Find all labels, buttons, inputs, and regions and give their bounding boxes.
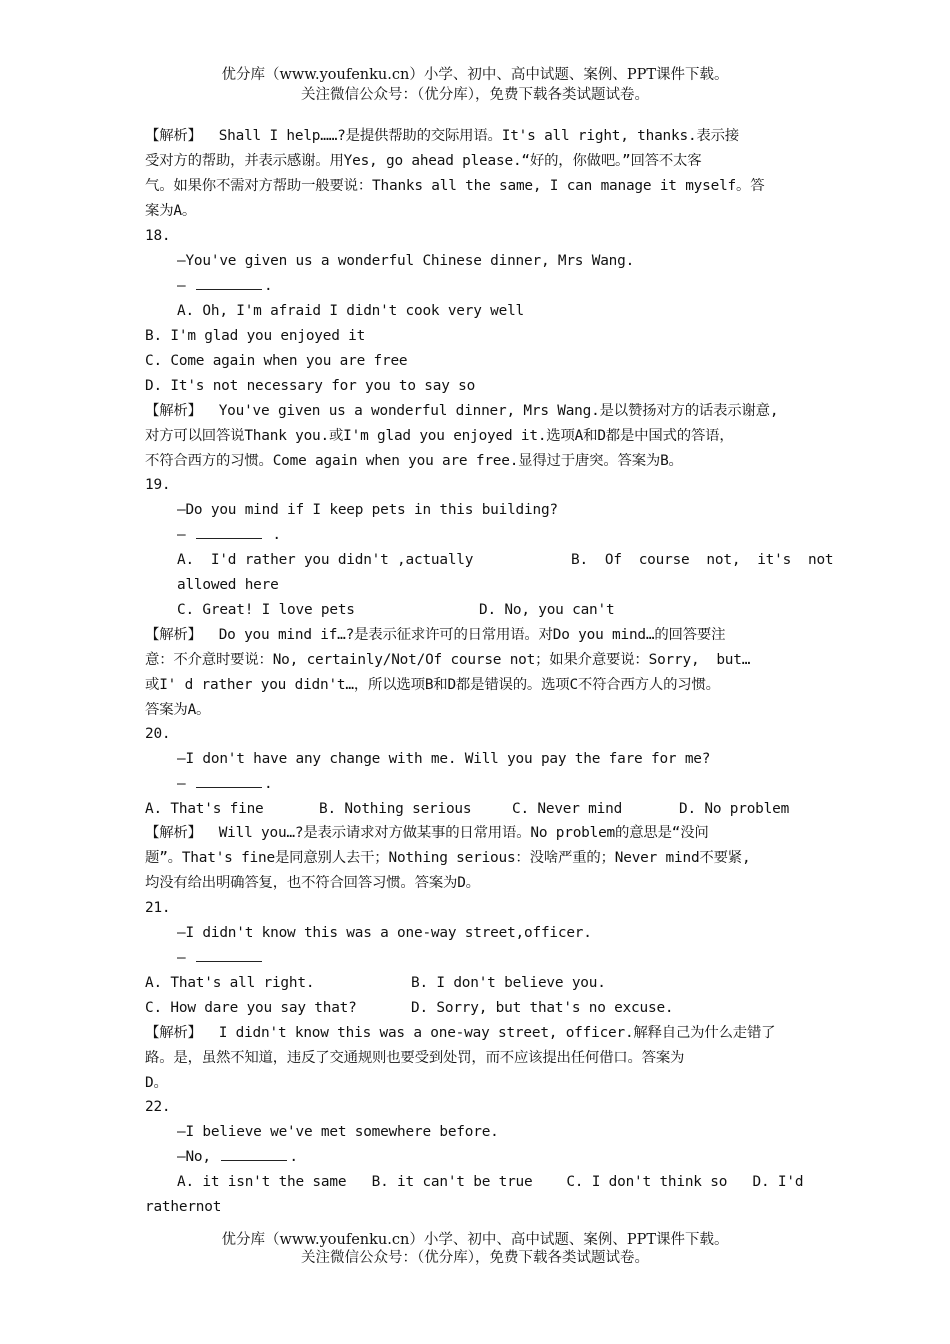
q21-answer-blank[interactable] (196, 947, 262, 962)
q19-prompt: —Do you mind if I keep pets in this building? (177, 502, 558, 518)
q21-reply-prefix: — (177, 950, 194, 966)
q22-reply-suffix: . (289, 1149, 298, 1165)
q18-answer-blank[interactable] (196, 275, 262, 290)
q21-analysis-line: 路。是，虽然不知道，违反了交通规则也要受到处罚，而不应该提出任何借口。答案为 (145, 1050, 685, 1066)
q22-number: 22. (145, 1099, 171, 1115)
q22-prompt: —I believe we've met somewhere before. (177, 1124, 499, 1140)
q18-option-b: B. I'm glad you enjoyed it (145, 328, 366, 344)
q19-reply-suffix: . (263, 527, 281, 543)
q21-option-d: D. Sorry, but that's no excuse. (411, 1000, 674, 1016)
q22-reply (177, 1145, 817, 1170)
q20-reply-suffix: . (263, 776, 273, 792)
q20-answer-blank[interactable] (196, 773, 262, 788)
q20-option-d: D. No problem (679, 801, 790, 817)
q22-answer-blank[interactable] (221, 1146, 287, 1161)
page-header-line1: 优分库（www.youfenku.cn）小学、初中、高中试题、案例、PPT课件下载。 (221, 67, 729, 83)
q17-analysis-line: 气。如果你不需对方帮助一般要说：Thanks all the same, I can manage it myself。答 (145, 178, 765, 194)
q17-analysis-line: 【解析】 Shall I help……?是提供帮助的交际用语。It's all right, thanks.表示接 (145, 128, 739, 144)
page-footer-line2: 关注微信公众号：（优分库），免费下载各类试题试卷。 (301, 1250, 649, 1266)
q19-option-b-cont: allowed here (177, 577, 279, 593)
q18-prompt: —You've given us a wonderful Chinese dinner, Mrs Wang. (177, 253, 635, 269)
q19-analysis-line: 答案为A。 (145, 702, 211, 718)
q22-options-cont: rathernot (145, 1199, 222, 1215)
q18-number: 18. (145, 228, 171, 244)
q21-prompt: —I didn't know this was a one-way street,officer. (177, 925, 592, 941)
q19-option-b: B. Of course not, it's not (571, 552, 834, 568)
q21-option-c: C. How dare you say that? (145, 1000, 357, 1016)
page-header-line2: 关注微信公众号：（优分库），免费下载各类试题试卷。 (301, 87, 649, 103)
q19-answer-blank[interactable] (196, 524, 262, 539)
q20-option-b: B. Nothing serious (319, 801, 472, 817)
q17-analysis-line: 受对方的帮助，并表示感谢。用Yes, go ahead please.“好的，你做吧。”回答不太客 (145, 153, 702, 169)
q20-number: 20. (145, 726, 171, 742)
q18-option-d: D. It's not necessary for you to say so (145, 378, 476, 394)
q19-option-a: A. I'd rather you didn't ,actually (177, 552, 474, 568)
q20-reply-prefix: — (177, 776, 194, 792)
q19-analysis-line: 意：不介意时要说：No, certainly/Not/Of course not；如果介意要说：Sorry, but… (145, 652, 751, 668)
q22-reply-prefix: —No, (177, 1149, 220, 1165)
q18-reply (177, 274, 817, 299)
q20-reply (177, 772, 817, 797)
q19-option-d: D. No, you can't (479, 602, 615, 618)
q18-analysis-line: 【解析】 You've given us a wonderful dinner, Mrs Wang.是以赞扬对方的话表示谢意, (145, 403, 779, 419)
q21-option-b: B. I don't believe you. (411, 975, 606, 991)
q20-analysis-line: 【解析】 Will you…?是表示请求对方做某事的日常用语。No problem的意思是“没问 (145, 825, 709, 841)
q19-number: 19. (145, 477, 171, 493)
q19-reply-prefix: — (177, 527, 194, 543)
q21-analysis-line: D。 (145, 1075, 168, 1091)
q21-analysis-line: 【解析】 I didn't know this was a one-way street, officer.解释自己为什么走错了 (145, 1025, 776, 1041)
q21-option-a: A. That's all right. (145, 975, 315, 991)
q20-prompt: —I don't have any change with me. Will you pay the fare for me? (177, 751, 711, 767)
q18-reply-prefix: — (177, 278, 194, 294)
q18-option-a: A. Oh, I'm afraid I didn't cook very well (177, 303, 525, 319)
q22-options: A. it isn't the same B. it can't be true C. I don't think so D. I'd (177, 1174, 804, 1190)
q17-analysis-line: 案为A。 (145, 203, 197, 219)
q21-number: 21. (145, 900, 171, 916)
q19-analysis-line: 【解析】 Do you mind if…?是表示征求许可的日常用语。对Do you mind…的回答要注 (145, 627, 726, 643)
q21-reply (177, 946, 817, 971)
q18-analysis-line: 不符合西方的习惯。Come again when you are free.显得过于唐突。答案为B。 (145, 453, 683, 469)
q20-option-c: C. Never mind (512, 801, 623, 817)
q18-analysis-line: 对方可以回答说Thank you.或I'm glad you enjoyed it.选项A和D都是中国式的答语， (145, 428, 734, 444)
q18-reply-suffix: . (263, 278, 273, 294)
q19-option-c: C. Great! I love pets (177, 602, 355, 618)
q20-option-a: A. That's fine (145, 801, 264, 817)
q19-analysis-line: 或I' d rather you didn't…，所以选项B和D都是错误的。选项C不符合西方人的习惯。 (145, 677, 720, 693)
q20-analysis-line: 题”。That's fine是同意别人去干；Nothing serious：没啥严重的；Never mind不要紧, (145, 850, 751, 866)
q19-reply (177, 523, 817, 548)
q20-analysis-line: 均没有给出明确答复，也不符合回答习惯。答案为D。 (145, 875, 480, 891)
q18-option-c: C. Come again when you are free (145, 353, 408, 369)
page-footer-line1: 优分库（www.youfenku.cn）小学、初中、高中试题、案例、PPT课件下载。 (221, 1232, 729, 1248)
